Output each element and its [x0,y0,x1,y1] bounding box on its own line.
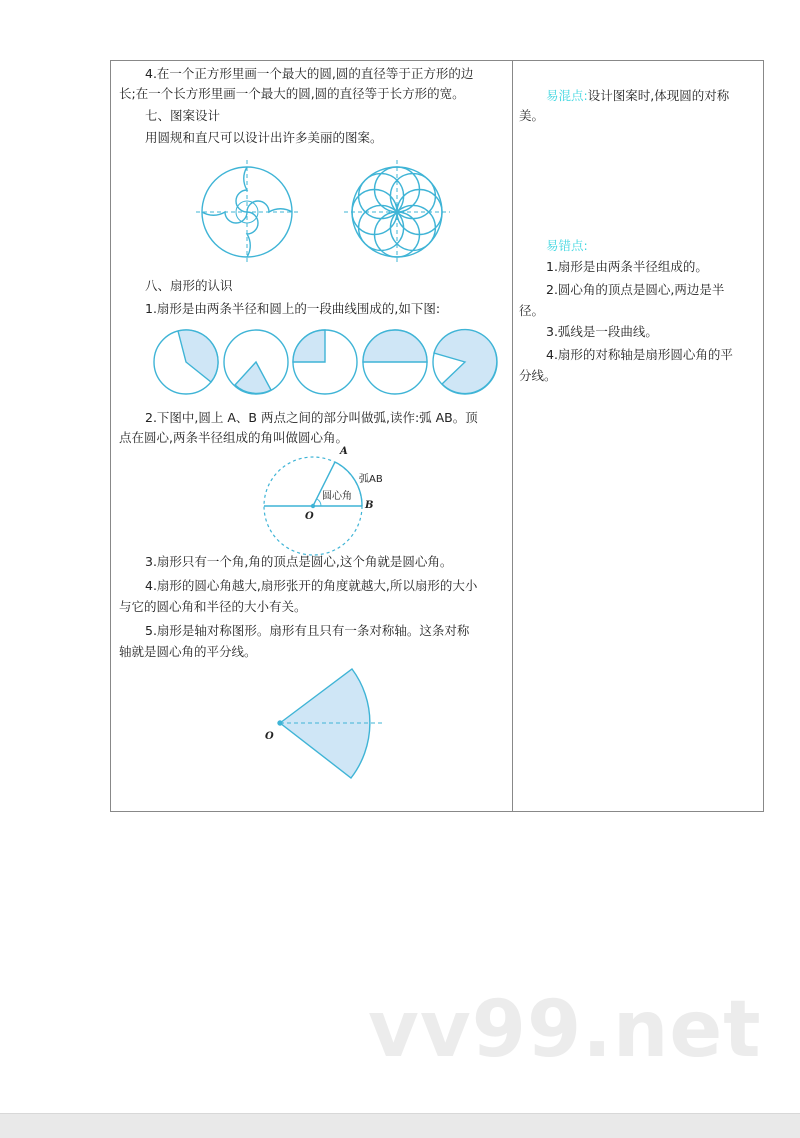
sector-point-5: 5.扇形是轴对称图形。扇形有且只有一条对称轴。这条对称 [145,623,470,638]
error-label: 易错点: [546,238,588,253]
sector-point-5-cont: 轴就是圆心角的平分线。 [119,644,257,659]
confuse-text-cont: 美。 [519,108,545,123]
arc-diagram [264,457,362,555]
confuse-text: 设计图案时,体现圆的对称 [587,88,730,103]
rosette-pattern-figure [344,160,450,264]
label-a: A [340,446,348,457]
sector-label-o: O [265,731,274,742]
confuse-label: 易混点: [546,88,588,103]
paragraph-4: 4.在一个正方形里画一个最大的圆,圆的直径等于正方形的边 [145,66,474,81]
error-4: 4.扇形的对称轴是扇形圆心角的平 [546,347,733,362]
sector-symmetry-figure [278,669,384,778]
watermark: vv99.net [368,985,762,1075]
sector-examples [154,330,497,394]
error-2-cont: 径。 [519,303,545,318]
sector-point-2-cont: 点在圆心,两条半径组成的角叫做圆心角。 [119,430,348,445]
section-7-text: 用圆规和直尺可以设计出许多美丽的图案。 [145,130,383,145]
sector-point-4: 4.扇形的圆心角越大,扇形张开的角度就越大,所以扇形的大小 [145,578,478,593]
label-o: O [305,511,314,522]
sector-point-4-cont: 与它的圆心角和半径的大小有关。 [119,599,307,614]
paragraph-4-cont: 长;在一个长方形里画一个最大的圆,圆的直径等于长方形的宽。 [119,86,465,101]
section-8-title: 八、扇形的认识 [145,278,233,293]
sector-point-1: 1.扇形是由两条半径和圆上的一段曲线围成的,如下图: [145,301,441,316]
label-b: B [365,500,374,511]
sector-point-3: 3.扇形只有一个角,角的顶点是圆心,这个角就是圆心角。 [145,554,453,569]
section-7-title: 七、图案设计 [145,108,221,123]
error-3: 3.弧线是一段曲线。 [546,324,658,339]
label-central-angle: 圆心角 [322,491,352,502]
label-arc-ab: 弧AB [359,474,383,485]
error-4-cont: 分线。 [519,368,557,383]
sector-point-2: 2.下图中,圆上 A、B 两点之间的部分叫做弧,读作:弧 AB。顶 [145,410,478,425]
swirl-pattern-figure [196,160,298,264]
bottom-scroll-bar[interactable] [0,1113,800,1138]
error-1: 1.扇形是由两条半径组成的。 [546,259,708,274]
error-2: 2.圆心角的顶点是圆心,两边是半 [546,282,725,297]
